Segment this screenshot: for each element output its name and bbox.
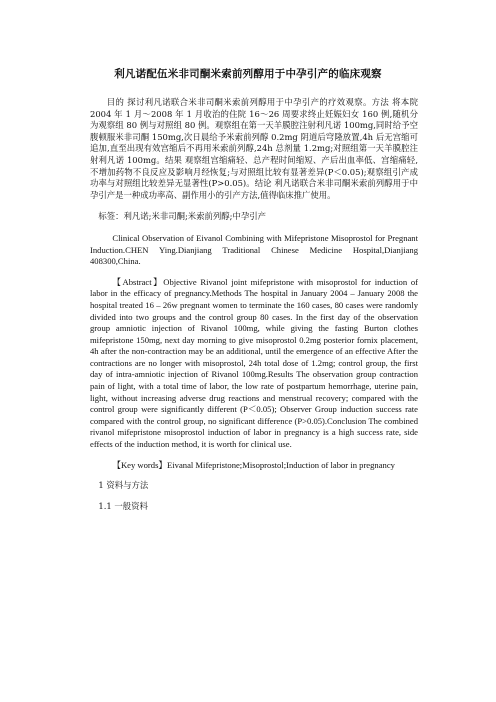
chinese-keywords: 标签：利凡诺;米非司酮;米索前列醇;中孕引产: [98, 211, 266, 222]
english-keywords: 【Key words】Eivanal Mifepristone;Misoprostol;Induction of labor in pregnancy: [112, 459, 395, 470]
section-heading-1-1: 1.1 一般资料: [98, 500, 148, 511]
chinese-abstract: 目的 探讨利凡诺联合米非司酮米索前列醇用于中孕引产的疗效观察。方法 将本院 2004 年 1 月～2008 年 1 月收治的住院 16～26 周要求终止妊娠妇女 160 例,随机分为观察组 80 例与对照组 80 例。观察组在第一天羊膜腔注射利凡诺 100mg,同时给予空腹顿服米非司酮 150mg,次日晨给予米索前列醇 0.2mg 阴道后穹隆放置,4h 后无宫缩可追加,直至出现有效宫缩后不再用米索前列醇,24h 总剂量 1.2mg;对照组第一天羊膜腔注射利凡诺 100mg。结果 观察组宫缩痛轻、总产程时间缩短、产后出血率低、宫缩痛轻,不增加药物不良反应及影响月经恢复;与对照组比较有显著差异(P＜0.05);观察组引产成功率与对照组比较差异无显著性(P>0.05)。结论 利凡诺联合米非司酮米索前列醇用于中孕引产是一种成功率高、副作用小的引产方法,值得临床推广使用。: [90, 97, 418, 200]
english-abstract: 【Abstract】Objective Rivanol joint mifepristone with misoprostol for induction of labor in the efficacy of pregnancy.Methods The hospital in January 2004 – January 2008 the hospital treated 16 – 26w pregnant women to terminate the 160 cases, 80 cases were randomly divided into two groups and the control group 80 cases. In the first day of the observation group amniotic injection of Rivanol 100mg, while giving the fasting Burton clothes mifepristone 150mg, next day morning to give misoprostol 0.2mg posterior fornix placement, 4h after the non-contraction may be an additional, until the emergence of an effective After the contractions are no longer with misoprostol, 24h total dose of 1.2mg; control group, the first day of intra-amniotic injection of Rivanol 100mg.Results The observation group contraction pain of light, with a total time of labor, the low rate of postpartum hemorrhage, uterine pain, light, without increasing adverse drug reactions and menstrual recovery; compared with the control group were significantly different (P＜0.05); Observer Group induction success rate compared with the control group, no significant difference (P>0.05).Conclusion The combined rivanol mifepristone misoprostol induction of labor in pregnancy is a high success rate, side effects of the induction method, it is worth for clinical use.: [90, 276, 418, 450]
section-heading-1: 1 资料与方法: [98, 480, 149, 491]
english-title: Clinical Observation of Eivanol Combining with Mifepristone Misoprostol for Pregnant Induction.CHEN Ying.Dianjiang Traditional Chinese Medicine Hospital,Dianjiang 408300,China.: [90, 232, 418, 267]
page-title: 利凡诺配伍米非司酮米索前列醇用于中孕引产的临床观察: [114, 68, 382, 80]
